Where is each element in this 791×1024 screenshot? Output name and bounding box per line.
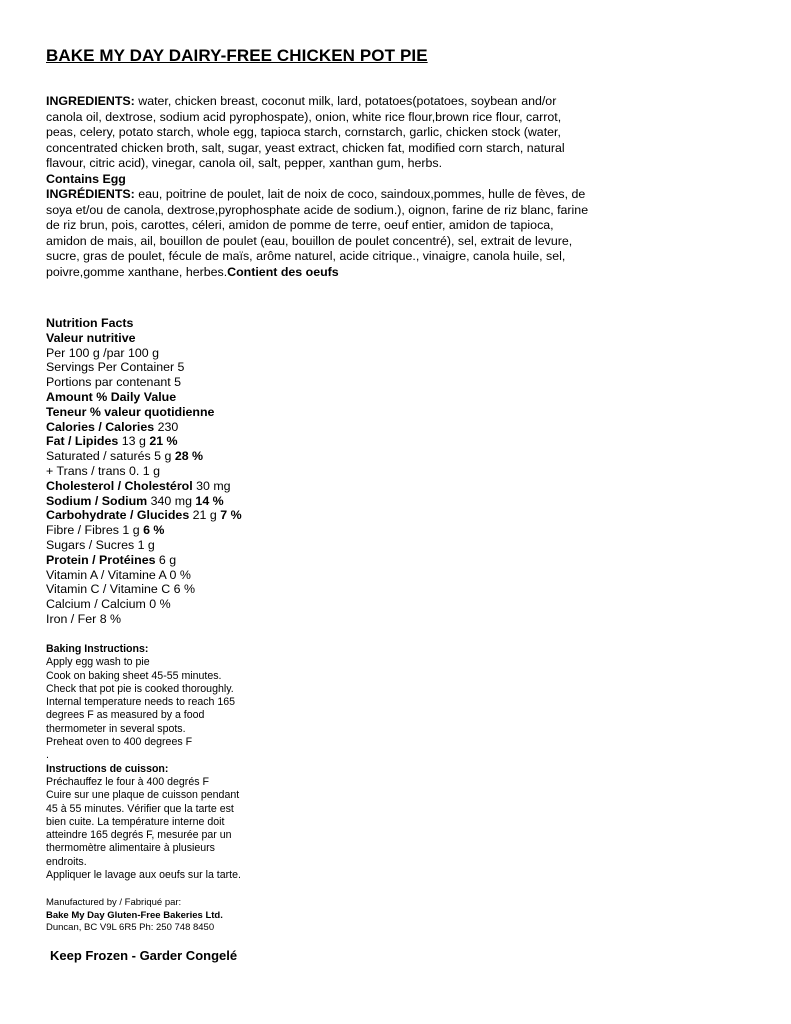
baking-line-en: degrees F as measured by a food	[46, 709, 205, 722]
baking-line-en: .	[46, 749, 49, 762]
calories-value: 230	[154, 419, 179, 434]
sodium-pct: 14 %	[195, 493, 224, 508]
iron-row: Iron / Fer 8 %	[46, 611, 122, 626]
amount-daily-value-label-fr: Teneur % valeur quotidienne	[46, 404, 215, 419]
calories-row	[46, 420, 446, 435]
fat-row	[46, 434, 446, 449]
sugars-row: Sugars / Sucres 1 g	[46, 537, 155, 552]
portions-per-container: Portions par contenant 5	[46, 375, 182, 390]
manufacturer-name: Bake My Day Gluten-Free Bakeries Ltd.	[46, 909, 223, 921]
sodium-value: 340 mg	[147, 493, 196, 508]
saturated-row	[46, 449, 446, 464]
ingredients-en-label: INGREDIENTS:	[46, 94, 135, 108]
cholesterol-label: Cholesterol / Cholestérol	[46, 478, 193, 493]
baking-line-en: Cook on baking sheet 45-55 minutes.	[46, 669, 222, 682]
nutrition-heading-fr: Valeur nutritive	[46, 330, 136, 345]
cholesterol-value: 30 mg	[192, 478, 231, 493]
amount-daily-value-label: Amount % Daily Value	[46, 389, 177, 404]
fat-pct: 21 %	[149, 434, 178, 449]
calories-label: Calories / Calories	[46, 419, 155, 434]
ingredients-en-text: water, chicken breast, coconut milk, lard, potatoes(potatoes, soybean and/or canola oil, dextrose, sodium acid pyrophospate), onion, white rice flour,brown rice flour, carrot, peas, celery, potato starch, whole egg, tapioca starch, cornstarch, garlic, chicken stock (water, concentrated chicken broth, salt, sugar, yeast extract, chicken fat, modified corn starch, natural flavour, citric acid), vinegar, canola oil, salt, pepper, xanthan gum, herbs.	[46, 94, 565, 170]
baking-heading-en: Baking Instructions:	[46, 643, 149, 655]
baking-line-en: Check that pot pie is cooked thoroughly.	[46, 682, 234, 695]
carbohydrate-pct: 7 %	[220, 508, 242, 523]
fat-label: Fat / Lipides	[46, 434, 119, 449]
protein-row	[46, 553, 446, 568]
baking-line-fr: 45 à 55 minutes. Vérifier que la tarte est	[46, 802, 234, 815]
page-title: BAKE MY DAY DAIRY-FREE CHICKEN POT PIE	[46, 46, 428, 65]
baking-line-en: Preheat oven to 400 degrees F	[46, 736, 193, 749]
baking-line-fr: bien cuite. La température interne doit	[46, 815, 225, 828]
ingredients-section	[46, 94, 591, 280]
baking-line-fr: thermomètre alimentaire à plusieurs	[46, 842, 215, 855]
saturated-label: Saturated / saturés 5 g	[46, 449, 175, 464]
contains-egg-fr: Contient des oeufs	[227, 264, 339, 279]
fat-value: 13 g	[118, 434, 150, 449]
baking-line-fr: Cuire sur une plaque de cuisson pendant	[46, 789, 240, 802]
baking-line-fr: Préchauffez le four à 400 degrés F	[46, 775, 209, 788]
vitamin-c-row: Vitamin C / Vitamine C 6 %	[46, 582, 195, 597]
baking-line-en: Internal temperature needs to reach 165	[46, 696, 236, 709]
baking-line-en: Apply egg wash to pie	[46, 656, 150, 669]
serving-size: Per 100 g /par 100 g	[46, 345, 159, 360]
saturated-pct: 28 %	[174, 449, 204, 464]
protein-label: Protein / Protéines	[46, 552, 156, 567]
sodium-row	[46, 494, 446, 509]
carbohydrate-row	[46, 508, 446, 523]
carbohydrate-label: Carbohydrate / Glucides	[46, 508, 190, 523]
fibre-label: Fibre / Fibres 1 g	[46, 523, 144, 538]
ingredients-fr-label: INGRÉDIENTS:	[46, 187, 135, 201]
nutrition-heading-en: Nutrition Facts	[46, 316, 134, 330]
baking-instructions	[46, 643, 276, 882]
cholesterol-row	[46, 479, 446, 494]
protein-value: 6 g	[155, 552, 177, 567]
baking-line-fr: atteindre 165 degrés F, mesurée par un	[46, 829, 232, 842]
manufacturer-address: Duncan, BC V9L 6R5 Ph: 250 748 8450	[46, 922, 215, 933]
baking-line-fr: Appliquer le lavage aux oeufs sur la tarte.	[46, 869, 241, 882]
manufacturer-info	[46, 897, 306, 935]
storage-instruction: Keep Frozen - Garder Congelé	[50, 948, 238, 963]
baking-line-en: thermometer in several spots.	[46, 722, 186, 735]
ingredients-fr-text: eau, poitrine de poulet, lait de noix de coco, saindoux,pommes, hulle de fèves, de soya et/ou de canola, dextrose,pyrophosphate acide de sodium.), oignon, farine de riz blanc, farine de riz brun, pois, carottes, céleri, amidon de pomme de terre, oeuf entier, amidon de tapioca, amidon de mais, ail, bouillon de poulet (eau, bouillon de poulet concentré), sel, extrait de levure, sucre, gras de poulet, fécule de maïs, arôme naturel, acide citrique., vinaigre, canola huile, sel, poivre,gomme xanthane, herbes.	[46, 187, 589, 279]
contains-egg-en: Contains Egg	[46, 171, 126, 186]
nutrition-facts	[46, 316, 446, 627]
trans-row: + Trans / trans 0. 1 g	[46, 463, 160, 478]
baking-line-fr: endroits.	[46, 855, 87, 868]
manufactured-by: Manufactured by / Fabriqué par:	[46, 897, 182, 908]
carbohydrate-value: 21 g	[189, 508, 221, 523]
calcium-row: Calcium / Calcium 0 %	[46, 597, 171, 612]
fibre-pct: 6 %	[143, 523, 165, 538]
servings-per-container: Servings Per Container 5	[46, 360, 185, 375]
vitamin-a-row: Vitamin A / Vitamine A 0 %	[46, 567, 191, 582]
baking-heading-fr: Instructions de cuisson:	[46, 762, 169, 775]
fibre-row	[46, 523, 446, 538]
sodium-label: Sodium / Sodium	[46, 493, 148, 508]
